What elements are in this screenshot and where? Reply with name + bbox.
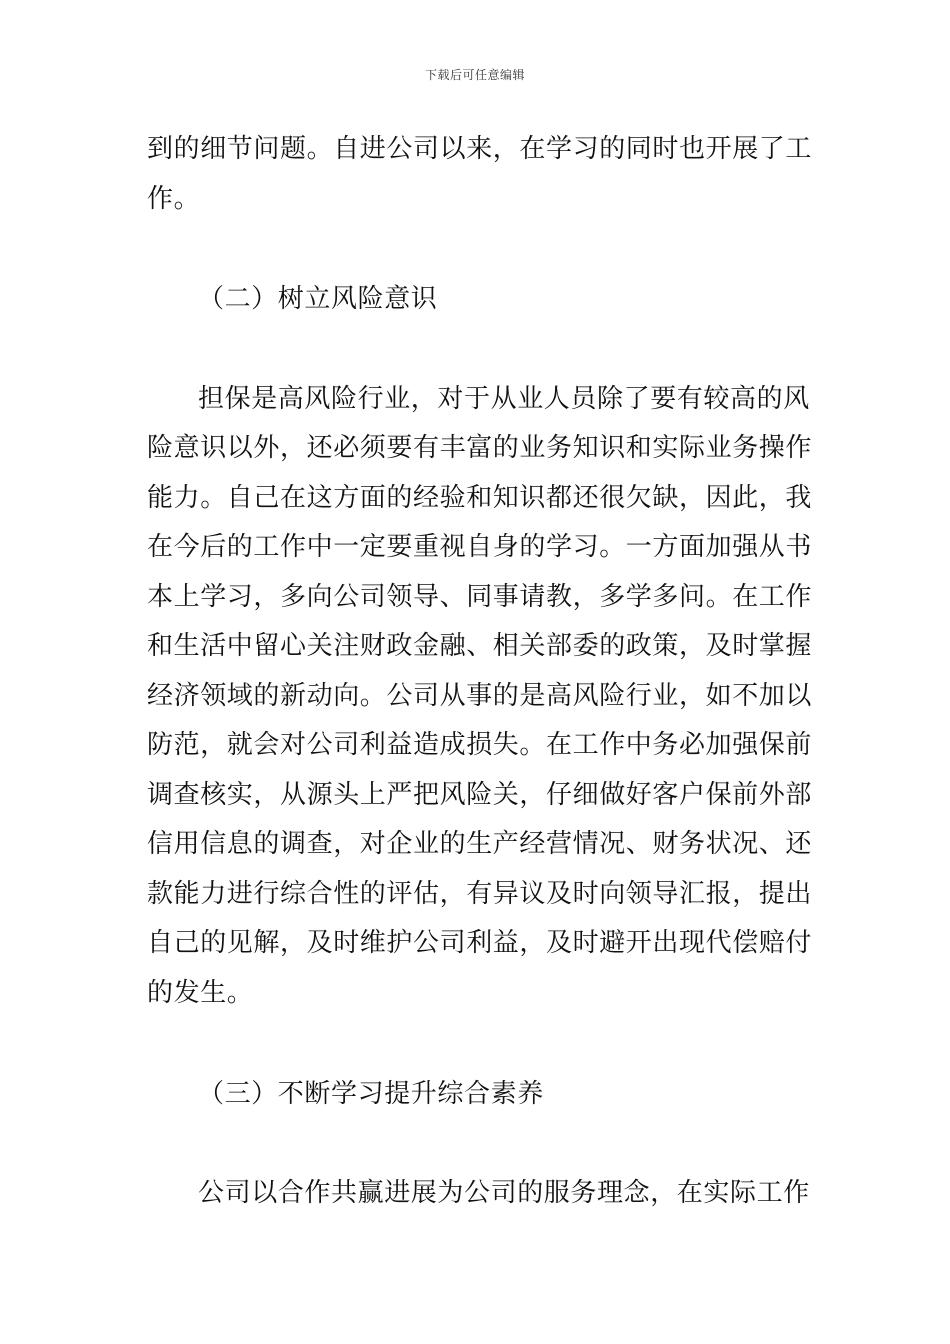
paragraph-line: 公司以合作共赢进展为公司的服务理念，在实际工作 xyxy=(198,1178,810,1208)
paragraph-line: 作。 xyxy=(147,184,201,214)
paragraph-line: 在今后的工作中一定要重视自身的学习。一方面加强从书 xyxy=(147,532,813,562)
paragraph-line: 和生活中留心关注财政金融、相关部委的政策，及时掌握 xyxy=(147,631,813,661)
paragraph-line: 信用信息的调查，对企业的生产经营情况、财务状况、还 xyxy=(147,829,813,859)
paragraph-line: 担保是高风险行业，对于从业人员除了要有较高的风 xyxy=(198,384,810,414)
paragraph-line: 防范，就会对公司利益造成损失。在工作中务必加强保前 xyxy=(147,730,813,760)
paragraph-line: 款能力进行综合性的评估，有异议及时向领导汇报，提出 xyxy=(147,879,813,909)
page-header: 下载后可任意编辑 xyxy=(424,68,525,82)
paragraph-line: 经济领域的新动向。公司从事的是高风险行业，如不加以 xyxy=(147,681,813,711)
paragraph-line: 险意识以外，还必须要有丰富的业务知识和实际业务操作 xyxy=(147,433,813,463)
paragraph-line: 的发生。 xyxy=(147,978,254,1008)
paragraph-line: 到的细节问题。自进公司以来，在学习的同时也开展了工 xyxy=(147,134,813,164)
section-heading: （二）树立风险意识 xyxy=(198,284,438,314)
paragraph-line: 调查核实，从源头上严把风险关，仔细做好客户保前外部 xyxy=(147,780,813,810)
paragraph-line: 能力。自己在这方面的经验和知识都还很欠缺，因此，我 xyxy=(147,483,813,513)
section-heading: （三）不断学习提升综合素养 xyxy=(198,1079,544,1109)
paragraph-line: 本上学习，多向公司领导、同事请教，多学多问。在工作 xyxy=(147,582,813,612)
paragraph-line: 自己的见解，及时维护公司利益，及时避开出现代偿赔付 xyxy=(147,928,813,958)
